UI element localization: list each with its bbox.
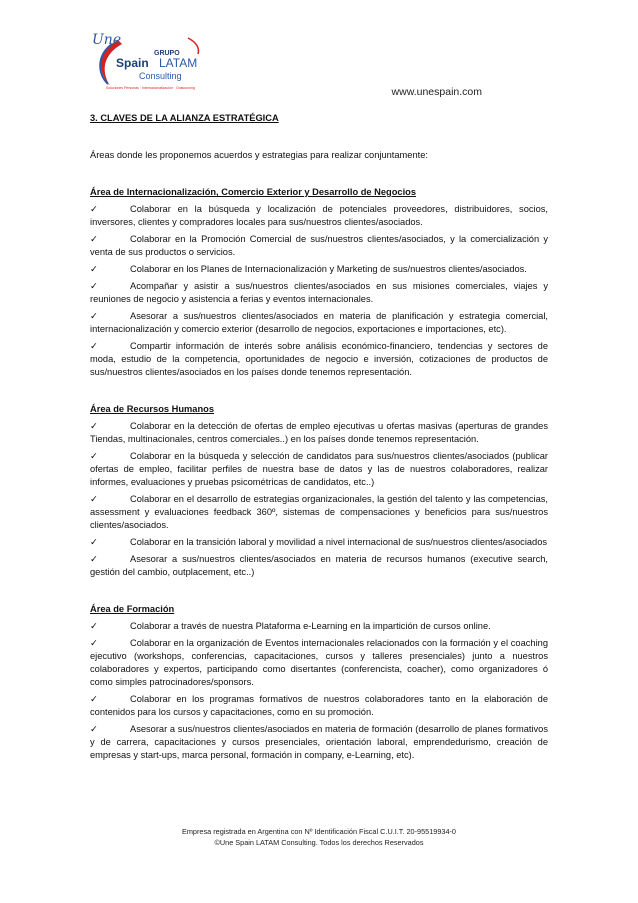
checkmark-icon: ✓ xyxy=(90,621,98,631)
checkmark-icon: ✓ xyxy=(90,281,98,291)
area-title: Área de Internacionalización, Comercio Exterior y Desarrollo de Negocios xyxy=(90,187,417,197)
list-item-text: Asesorar a sus/nuestros clientes/asociados en materia de formación (desarrollo de planes formativos y de carrera, capacitaciones y cursos presenciales, orientación laboral, emprendedurismo, creación de empresas y start-ups, marca personal, formación in company, e-Learning, etc). xyxy=(90,724,548,760)
area-title: Área de Formación xyxy=(90,604,175,614)
list-item-text: Colaborar en la Promoción Comercial de sus/nuestros clientes/asociados, y la comercialización y venta de sus productos o servicios. xyxy=(90,234,548,257)
company-logo xyxy=(88,30,213,92)
list-item xyxy=(90,280,548,306)
list-item-text: Colaborar en la búsqueda y selección de candidatos para sus/nuestros clientes/asociados (publicar ofertas de empleo, facilitar perfiles de nuestra base de datos y las de nuestros colaboradores, realizar informes, evaluaciones y pruebas psicométricas de candidatos, etc..) xyxy=(90,451,548,487)
list-item-text: Acompañar y asistir a sus/nuestros clientes/asociados en sus misiones comerciales, viajes y reuniones de negocio y asistencia a ferias y eventos internacionales. xyxy=(90,281,548,304)
footer-copyright: ©Une Spain LATAM Consulting. Todos los derechos Reservados xyxy=(214,838,424,847)
list-item xyxy=(90,263,548,276)
checkmark-icon: ✓ xyxy=(90,554,98,564)
list-item-text: Asesorar a sus/nuestros clientes/asociados en materia de planificación y estrategia comercial, internacionalización y comercio exterior (desarrollo de negocios, exportaciones e importaciones, etc). xyxy=(90,311,548,334)
logo-une: Une xyxy=(92,32,122,48)
list-item-text: Colaborar en la detección de ofertas de empleo ejecutivas u ofertas masivas (aperturas de grandes Tiendas, multinacionales, centros comerciales..) en los países donde tenemos representación. xyxy=(90,421,548,444)
list-item-text: Colaborar en el desarrollo de estrategias organizacionales, la gestión del talento y las competencias, assessment y evaluaciones feedback 360º, sistemas de compensaciones y beneficios para sus/nuestros clientes/asociados. xyxy=(90,494,548,530)
list-item xyxy=(90,340,548,379)
list-item xyxy=(90,450,548,489)
list-item-text: Compartir información de interés sobre análisis económico-financiero, tendencias y sectores de moda, estudio de la competencia, oportunidades de negocio e inversión, cotizaciones de productos de sus/nuestros clientes/asociados en los países donde tenemos representación. xyxy=(90,341,548,377)
list-item xyxy=(90,723,548,762)
list-item-text: Colaborar en la búsqueda y localización de potenciales proveedores, distribuidores, socios, inversores, clientes y compradores locales para sus/nuestros clientes/asociados. xyxy=(90,204,548,227)
area-title: Área de Recursos Humanos xyxy=(90,404,215,414)
logo-consulting: Consulting xyxy=(139,71,182,81)
list-item-text: Colaborar a través de nuestra Plataforma e-Learning en la impartición de cursos online. xyxy=(130,621,491,631)
logo-grupo: GRUPO xyxy=(154,50,180,57)
areas-container xyxy=(90,186,548,762)
list-item xyxy=(90,310,548,336)
logo-tagline: Soluciones Personas · Internacionalización · Outsourcing xyxy=(106,86,195,90)
page-footer xyxy=(0,826,638,848)
list-item-text: Colaborar en los Planes de Internacionalización y Marketing de sus/nuestros clientes/asociados. xyxy=(130,264,527,274)
list-item-text: Colaborar en la transición laboral y movilidad a nivel internacional de sus/nuestros clientes/asociados xyxy=(130,537,548,547)
list-item-text: Colaborar en la organización de Eventos internacionales relacionados con la formación y el coaching ejecutivo (workshops, conferencias, capacitaciones, cursos y talleres presenciales) junto a nuestros colaboradores y expertos, participando como disertantes (conferencista, coacher), como organizadores ó como simples patrocinadores/sponsors. xyxy=(90,638,548,687)
checkmark-icon: ✓ xyxy=(90,264,98,274)
section-title: 3. CLAVES DE LA ALIANZA ESTRATÉGICA xyxy=(90,113,279,123)
checkmark-icon: ✓ xyxy=(90,341,98,351)
list-item xyxy=(90,420,548,446)
list-item xyxy=(90,233,548,259)
footer-registration: Empresa registrada en Argentina con Nº Identificación Fiscal C.U.I.T. 20-95519934-0 xyxy=(181,827,456,836)
checkmark-icon: ✓ xyxy=(90,204,98,214)
checkmark-icon: ✓ xyxy=(90,694,98,704)
checkmark-icon: ✓ xyxy=(90,234,98,244)
checkmark-icon: ✓ xyxy=(90,421,98,431)
list-item xyxy=(90,637,548,689)
list-item xyxy=(90,693,548,719)
list-item-text: Colaborar en los programas formativos de nuestros colaboradores tanto en la elaboración de contenidos para los cursos y capacitaciones, como en su promoción. xyxy=(90,694,548,717)
checkmark-icon: ✓ xyxy=(90,638,98,648)
logo-latam: LATAM xyxy=(159,56,198,70)
list-item-text: Asesorar a sus/nuestros clientes/asociados en materia de recursos humanos (executive search, gestión del cambio, outplacement, etc..) xyxy=(90,554,548,577)
logo-spain: Spain xyxy=(116,56,149,70)
intro-text: Áreas donde les proponemos acuerdos y estrategias para realizar conjuntamente: xyxy=(90,150,428,160)
checkmark-icon: ✓ xyxy=(90,724,98,734)
list-item xyxy=(90,553,548,579)
checkmark-icon: ✓ xyxy=(90,451,98,461)
list-item xyxy=(90,203,548,229)
list-item xyxy=(90,620,548,633)
checkmark-icon: ✓ xyxy=(90,494,98,504)
list-item xyxy=(90,536,548,549)
list-item xyxy=(90,493,548,532)
website-url: www.unespain.com xyxy=(391,86,482,98)
document-body xyxy=(90,112,548,766)
checkmark-icon: ✓ xyxy=(90,311,98,321)
checkmark-icon: ✓ xyxy=(90,537,98,547)
